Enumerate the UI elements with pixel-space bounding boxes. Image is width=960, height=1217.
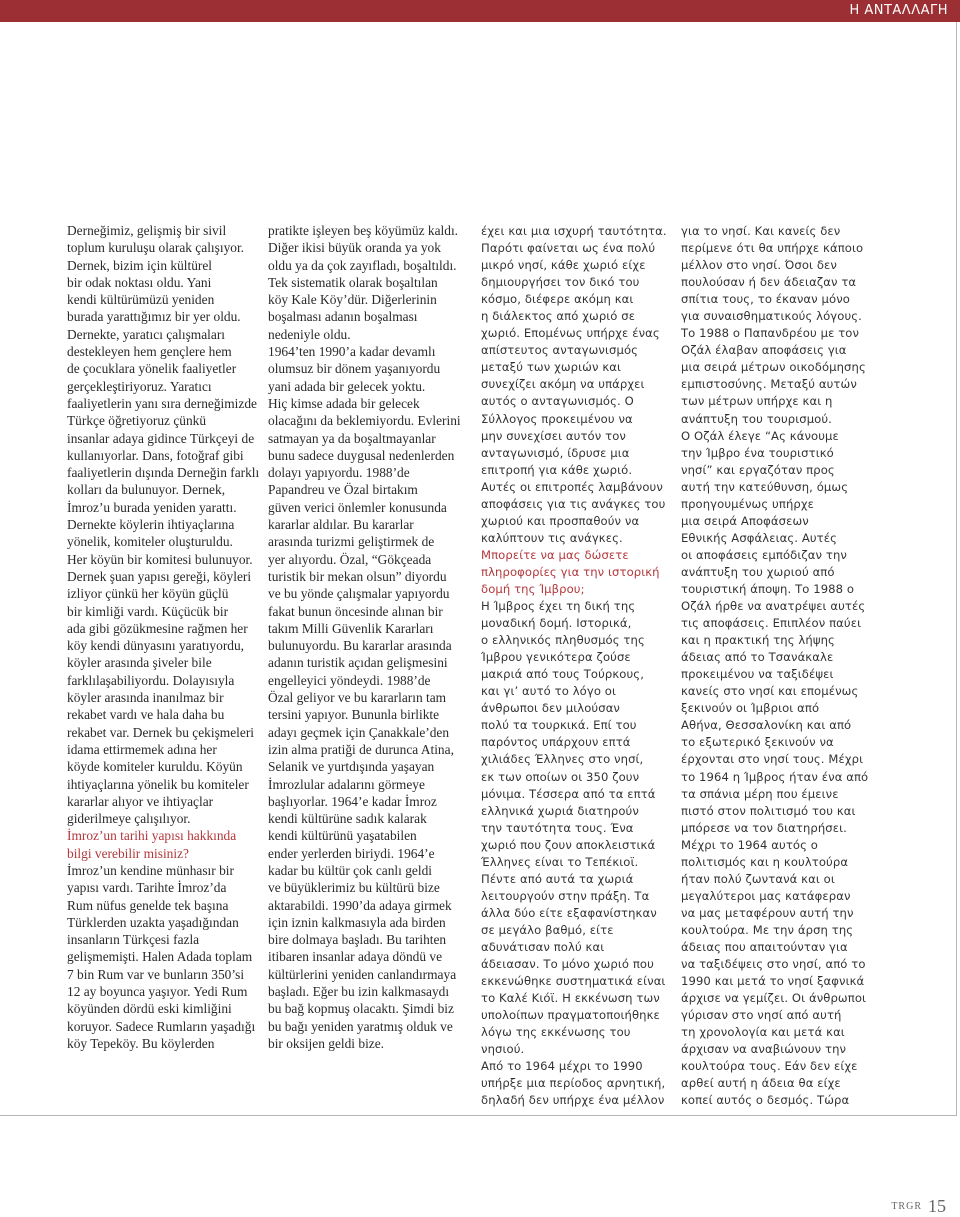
col1-body bbox=[67, 222, 259, 827]
text-line: aktarabildi. 1990’da adaya girmek bbox=[268, 897, 452, 913]
text-line: Παρότι φαίνεται ως ένα πολύ bbox=[481, 241, 656, 256]
text-line: olumsuz bir dönem yaşanıyordu bbox=[268, 361, 441, 377]
text-line: bu bağı yeniden yaratmış olduk ve bbox=[268, 1018, 453, 1034]
text-line: kendi kültürünü yaşatabilen bbox=[268, 828, 417, 844]
text-line: gerçekleştiriyoruz. Yaratıcı bbox=[67, 378, 212, 394]
page-number: 15 bbox=[928, 1196, 946, 1216]
text-line: την ταυτότητα τους. Ένα bbox=[481, 820, 634, 835]
text-line: arasında turizmi geliştirmek de bbox=[268, 534, 435, 550]
text-line: farklılaşabiliyordu. Dolayısıyla bbox=[67, 672, 235, 688]
text-line: bunu sadece duygusal nedenlerden bbox=[268, 447, 455, 463]
text-line: yani adada bir gelecek yoktu. bbox=[268, 378, 426, 394]
text-line: Αθήνα, Θεσσαλονίκη και από bbox=[681, 718, 852, 733]
text-line: νησί” και εργαζόταν προς bbox=[681, 462, 835, 477]
text-line: κοπεί αυτός ο δεσμός. Τώρα bbox=[681, 1093, 850, 1108]
text-line: Οζάλ έλαβαν αποφάσεις για bbox=[681, 343, 847, 358]
text-line: giderilmeye çalışılıyor. bbox=[67, 811, 191, 827]
text-line: faaliyetlerin dışında Derneğin farklı bbox=[67, 465, 260, 481]
text-line: τη χρονολογία και μετά και bbox=[681, 1025, 845, 1040]
text-line: μικρό νησί, κάθε χωριό είχε bbox=[481, 258, 646, 273]
text-line: izin alma pratiği de durunca Atina, bbox=[268, 741, 454, 757]
text-line: λόγω της εκκένωσης του bbox=[481, 1025, 631, 1040]
text-line: kadar bu kültür çok canlı geldi bbox=[268, 862, 432, 878]
text-line: rekabet vardı ve hala daha bu bbox=[67, 707, 225, 723]
text-line: Selanik ve yurtdışında yaşayan bbox=[268, 759, 435, 775]
text-line: υπήρξε μια περίοδος αρνητική, bbox=[481, 1076, 666, 1091]
text-line: το Καλέ Κιόϊ. Η εκκένωση των bbox=[481, 991, 660, 1006]
text-line: καλύπτουν τις ανάγκες. bbox=[481, 530, 623, 545]
text-line: ada gibi gözükmesine rağmen her bbox=[67, 620, 248, 636]
text-line: köy Tepeköy. Bu köylerden bbox=[67, 1035, 215, 1051]
text-line: έχει και μια ισχυρή ταυτότητα. bbox=[481, 224, 667, 238]
text-line: insanların Türkçesi fazla bbox=[67, 932, 200, 948]
text-line: κανείς στο νησί και επομένως bbox=[681, 684, 859, 699]
text-line: Dernek şuan yapısı gereği, köyleri bbox=[67, 568, 252, 584]
text-line: Rum nüfus genelde tek başına bbox=[67, 897, 229, 913]
text-line: 1964’ten 1990’a kadar devamlı bbox=[268, 344, 436, 360]
text-line: μην συνεχίσει αυτόν τον bbox=[481, 428, 626, 443]
text-line: και γι’ αυτό το λόγο οι bbox=[481, 684, 617, 699]
text-line: turistik bir mekan olsun” diyordu bbox=[268, 568, 447, 584]
text-line: υπολοίπων πραγματοποιήθηκε bbox=[481, 1008, 660, 1023]
text-line: köyler arasında şiveler bile bbox=[67, 655, 212, 671]
text-line: άδειασαν. Το μόνο χωριό που bbox=[481, 957, 654, 972]
text-line: χωριό. Επομένως υπήρχε ένας bbox=[481, 326, 660, 341]
text-line: pratikte işleyen beş köyümüz kaldı. bbox=[268, 223, 459, 238]
text-line: yapısı vardı. Tarihte İmroz’da bbox=[67, 880, 227, 896]
text-line: εκκενώθηκε συστηματικά είναι bbox=[481, 974, 666, 989]
text-line: bir odak noktası oldu. Yani bbox=[67, 274, 212, 290]
col1-body-2 bbox=[67, 862, 259, 1052]
text-line: Πέντε από αυτά τα χωριά bbox=[481, 871, 634, 886]
text-line: oldu ya da çok zayıfladı, boşaltıldı. bbox=[268, 257, 457, 273]
text-line: Türklerden uzakta yaşadığından bbox=[67, 914, 239, 930]
text-line: μακριά από τους Τούρκους, bbox=[481, 667, 645, 682]
text-line: άδειας από το Τσανάκαλε bbox=[681, 650, 834, 665]
text-line: το εξωτερικό ξεκινούν να bbox=[681, 735, 834, 750]
text-line: idama ettirmemek adına her bbox=[67, 741, 217, 757]
greek-column-1 bbox=[481, 223, 667, 1109]
text-line: μια σειρά Αποφάσεων bbox=[681, 513, 809, 528]
text-line: χωριό που ζουν αποκλειστικά bbox=[481, 837, 656, 852]
text-line: bulunuyordu. Bu kararlar arasında bbox=[268, 638, 452, 654]
text-line: 1990 και μετά το νησί ξαφνικά bbox=[681, 974, 865, 989]
text-line: bir oksijen geldi bize. bbox=[268, 1035, 385, 1051]
text-line: σπίτια τους, το έκαναν μόνο bbox=[681, 292, 850, 307]
text-line: χιλιάδες Έλληνες στο νησί, bbox=[481, 752, 644, 767]
section-title: Η ΑΝΤΑΛΛΑΓΗ bbox=[849, 3, 948, 18]
text-line: εμπιστοσύνης. Μεταξύ αυτών bbox=[681, 377, 857, 392]
text-line: αποφάσεις για τις ανάγκες του bbox=[481, 496, 666, 511]
right-border-line bbox=[956, 22, 957, 1116]
text-line: δημιουργήσει τον δικό του bbox=[481, 275, 640, 290]
text-line: köy Kale Köy’dür. Diğerlerinin bbox=[268, 292, 437, 308]
text-line: toplum kuruluşu olarak çalışıyor. bbox=[67, 240, 245, 256]
text-line: γύρισαν στο νησί από αυτή bbox=[681, 1008, 842, 1023]
text-line: kolları da bulunuyor. Dernek, bbox=[67, 482, 226, 498]
text-line: ender yerlerden biriydi. 1964’e bbox=[268, 845, 435, 861]
text-line: takım Milli Güvenlik Kararları bbox=[268, 620, 434, 636]
magazine-name: TRGR bbox=[891, 1201, 922, 1212]
text-line: tersini yapıyor. Bununla birlikte bbox=[268, 707, 440, 723]
text-line: πιστό στον πολιτισμό του και bbox=[681, 803, 856, 818]
text-line: των μέτρων υπήρχε και η bbox=[681, 394, 833, 409]
text-line: την Ίμβρο ένα τουριστικό bbox=[681, 445, 834, 460]
text-line: Özal geliyor ve bu kararların tam bbox=[268, 690, 447, 706]
text-line: kendi kültürüne sadık kalarak bbox=[268, 811, 427, 827]
col4-body bbox=[681, 223, 868, 1109]
text-line: gelişmemişti. Halen Adada toplam bbox=[67, 949, 253, 965]
text-line: destekleyen hem gençlere hem bbox=[67, 344, 232, 360]
text-line: fakat bunun öncesinde alınan bir bbox=[268, 603, 443, 619]
text-line: το 1964 η Ίμβρος ήταν ένα από bbox=[681, 769, 869, 784]
text-line: προηγουμένως υπήρχε bbox=[681, 496, 815, 511]
text-line: kültürlerini yeniden canlandırmaya bbox=[268, 966, 457, 982]
text-line: kararlar aldılar. Bu kararlar bbox=[268, 517, 414, 533]
text-line: και η πρακτική της λήψης bbox=[681, 633, 835, 648]
text-line: Dernekte köylerin ihtiyaçlarına bbox=[67, 517, 235, 533]
text-line: 12 ay boyunca yaşıyor. Yedi Rum bbox=[67, 984, 248, 1000]
text-line: ve bu yönde çalışmalar yapıyordu bbox=[268, 586, 450, 602]
text-line: άνθρωποι δεν μιλούσαν bbox=[481, 701, 621, 716]
text-line: κόσμο, διέφερε ακόμη και bbox=[481, 292, 634, 307]
text-line: μοναδική δομή. Ιστορικά, bbox=[481, 616, 632, 631]
text-line: μπόρεσε να τον διατηρήσει. bbox=[681, 820, 847, 835]
text-line: κουλτούρα. Με την άρση της bbox=[681, 922, 854, 937]
text-line: İmroz’u burada yeniden yarattı. bbox=[67, 499, 237, 515]
bottom-border-line bbox=[0, 1115, 957, 1116]
text-line: adayı geçmek için Çanakkale’den bbox=[268, 724, 450, 740]
text-line: adanın turistik açıdan gelişmesini bbox=[268, 655, 448, 671]
text-line: burada yarattığımız bir yer oldu. bbox=[67, 309, 241, 325]
page-footer bbox=[891, 1196, 946, 1214]
text-line: İmroz’un tarihi yapısı hakkında bbox=[67, 828, 237, 844]
text-line: ihtiyaçlarına yönelik bu komiteler bbox=[67, 776, 249, 792]
text-line: μόνιμα. Τέσσερα από τα επτά bbox=[481, 786, 656, 801]
text-line: bire dolmaya başladı. Bu tarihten bbox=[268, 932, 447, 948]
text-line: Οζάλ ήρθε να ανατρέψει αυτές bbox=[681, 599, 866, 614]
text-line: κουλτούρα τους. Εάν δεν είχε bbox=[681, 1059, 858, 1074]
text-line: χωριού και προσπαθούν να bbox=[481, 513, 640, 528]
text-line: ξεκινούν οι Ίμβριοι από bbox=[681, 701, 820, 716]
text-line: başladı. Eğer bu izin kalkmasaydı bbox=[268, 984, 450, 1000]
greek-column-2 bbox=[681, 223, 868, 1109]
text-line: αδυνάτισαν πολύ και bbox=[481, 939, 605, 954]
text-line: rekabet var. Dernek bu çekişmeleri bbox=[67, 724, 255, 740]
text-line: Αυτές οι επιτροπές λαμβάνουν bbox=[481, 479, 663, 494]
text-line: bilgi verebilir misiniz? bbox=[67, 845, 189, 861]
text-line: να μας μεταφέρουν αυτή την bbox=[681, 905, 854, 920]
text-line: Dernekte, yaratıcı çalışmaları bbox=[67, 326, 226, 342]
text-line: Από το 1964 μέχρι το 1990 bbox=[481, 1059, 643, 1074]
text-line: 7 bin Rum var ve bunların 350’si bbox=[67, 966, 245, 982]
col3-question bbox=[481, 547, 667, 598]
text-line: τις αποφάσεις. Επιπλέον παύει bbox=[681, 616, 862, 631]
text-line: Dernek, bizim için kültürel bbox=[67, 257, 213, 273]
text-line: άλλα δύο είτε εξαφανίστηκαν bbox=[481, 905, 657, 920]
text-line: Tek sistematik olarak boşaltılan bbox=[268, 274, 438, 290]
text-line: güven verici önlemler konusunda bbox=[268, 499, 447, 515]
text-line: για συναισθηματικούς λόγους. bbox=[681, 309, 862, 324]
text-line: Ίμβρου γενικότερα ζούσε bbox=[481, 650, 631, 665]
text-line: να ταξιδέψεις στο νησί, από το bbox=[681, 957, 866, 972]
text-line: köyde komiteler kuruldu. Köyün bbox=[67, 759, 243, 775]
text-line: πληροφορίες για την ιστορική bbox=[481, 564, 660, 579]
text-line: ανάπτυξη του τουρισμού. bbox=[681, 411, 832, 426]
text-line: μεταξύ των χωριών και bbox=[481, 360, 622, 375]
col1-question bbox=[67, 827, 259, 862]
text-line: izliyor çünkü her köyün güçlü bbox=[67, 586, 229, 602]
text-line: faaliyetlerin yanı sıra derneğimizde bbox=[67, 395, 257, 411]
text-line: bu bağ kopmuş olacaktı. Şimdi biz bbox=[268, 1001, 454, 1017]
text-line: Μπορείτε να μας δώσετε bbox=[481, 547, 629, 562]
text-line: ανάπτυξη του χωριού από bbox=[681, 564, 835, 579]
text-line: Σύλλογος προκειμένου να bbox=[481, 411, 633, 426]
text-line: satmayan ya da boşaltmayanlar bbox=[268, 430, 436, 446]
text-line: Η Ίμβρος έχει τη δική της bbox=[481, 599, 636, 614]
text-line: έρχονται στο νησί τους. Μέχρι bbox=[681, 752, 864, 767]
text-line: λειτουργούν στην πράξη. Τα bbox=[481, 888, 650, 903]
text-line: köyler arasında inanılmaz bir bbox=[67, 690, 224, 706]
text-line: συνεχίζει ακόμη να υπάρχει bbox=[481, 377, 645, 392]
text-line: Έλληνες είναι το Τεπέκιοϊ. bbox=[481, 854, 639, 869]
text-line: δηλαδή δεν υπήρχε ένα μέλλον bbox=[481, 1093, 665, 1108]
text-line: εκ των οποίων οι 350 ζουν bbox=[481, 769, 640, 784]
text-line: koruyor. Sadece Rumların yaşadığı bbox=[67, 1018, 256, 1034]
text-line: yer alıyordu. Özal, “Gökçeada bbox=[268, 551, 432, 567]
text-line: πουλούσαν ή δεν άδειαζαν τα bbox=[681, 275, 857, 290]
text-line: αυτός ο ανταγωνισμός. Ο bbox=[481, 394, 634, 409]
text-line: kullanıyorlar. Dans, fotoğraf gibi bbox=[67, 447, 244, 463]
text-line: η διάλεκτος από χωριό σε bbox=[481, 309, 636, 324]
text-line: δομή της Ίμβρου; bbox=[481, 581, 585, 596]
text-line: άρχισαν να αναβιώνουν την bbox=[681, 1042, 847, 1057]
text-line: πολιτισμός και η κουλτούρα bbox=[681, 854, 849, 869]
text-line: köy kendi dünyasını yaratıyordu, bbox=[67, 638, 245, 654]
turkish-column-2 bbox=[268, 222, 461, 1052]
text-line: άρχισε να γεμίζει. Οι άνθρωποι bbox=[681, 991, 867, 1006]
text-line: kendi kültürümüzü yeniden bbox=[67, 292, 215, 308]
turkish-column-1 bbox=[67, 222, 259, 1052]
text-line: προκειμένου να ταξιδέψει bbox=[681, 667, 834, 682]
text-line: köyünden dördü eski kimliğini bbox=[67, 1001, 232, 1017]
text-line: τουριστική άποψη. Το 1988 ο bbox=[681, 581, 855, 596]
text-line: Hiç kimse adada bir gelecek bbox=[268, 395, 420, 411]
text-line: αρθεί αυτή η άδεια θα είχε bbox=[681, 1076, 841, 1091]
text-line: ανταγωνισμό, ίδρυσε μια bbox=[481, 445, 630, 460]
col3-body bbox=[481, 223, 667, 547]
text-line: Papandreu ve Özal birtakım bbox=[268, 482, 418, 498]
text-line: ο ελληνικός πληθυσμός της bbox=[481, 633, 645, 648]
text-line: απίστευτος ανταγωνισμός bbox=[481, 343, 639, 358]
text-line: nedeniyle oldu. bbox=[268, 326, 351, 342]
text-line: ve büyüklerimiz bu kültürü bize bbox=[268, 880, 440, 896]
text-line: dolayı yapıyordu. 1988’de bbox=[268, 465, 410, 481]
text-line: olacağını da beklemiyordu. Evlerini bbox=[268, 413, 461, 429]
text-line: μέλλον στο νησί. Όσοι δεν bbox=[681, 258, 837, 273]
text-line: bir kimliği vardı. Küçücük bir bbox=[67, 603, 229, 619]
text-line: Μέχρι το 1964 αυτός ο bbox=[681, 837, 818, 852]
text-line: αυτή την κατεύθυνση, όμως bbox=[681, 479, 849, 494]
text-line: başlıyorlar. 1964’e kadar İmroz bbox=[268, 793, 437, 809]
text-line: Εθνικής Ασφάλειας. Αυτές bbox=[681, 530, 838, 545]
text-line: yönelik, komiteler oluşturuldu. bbox=[67, 534, 233, 550]
text-line: περίμενε ότι θα υπήρχε κάποιο bbox=[681, 241, 864, 256]
text-line: νησιού. bbox=[481, 1042, 525, 1057]
text-line: insanlar adaya gidince Türkçeyi de bbox=[67, 430, 255, 446]
text-line: οι αποφάσεις εμπόδιζαν την bbox=[681, 547, 847, 562]
text-line: για το νησί. Και κανείς δεν bbox=[681, 224, 841, 238]
text-line: άδειας που απαιτούνταν για bbox=[681, 939, 848, 954]
text-line: ήταν πολύ ζωντανά και οι bbox=[681, 871, 835, 886]
text-line: Derneğimiz, gelişmiş bir sivil bbox=[67, 223, 227, 238]
text-line: Diğer ikisi büyük oranda ya yok bbox=[268, 240, 441, 256]
header-bar bbox=[0, 0, 960, 22]
text-line: επιτροπή για κάθε χωριό. bbox=[481, 462, 633, 477]
col3-body-2 bbox=[481, 598, 667, 1109]
text-line: μεγαλύτεροι μας κατάφεραν bbox=[681, 888, 851, 903]
text-line: σε μεγάλο βαθμό, είτε bbox=[481, 922, 614, 937]
text-line: Türkçe öğretiyoruz çünkü bbox=[67, 413, 207, 429]
text-line: Her köyün bir komitesi bulunuyor. bbox=[67, 551, 253, 567]
text-line: boşalması adanın boşalması bbox=[268, 309, 418, 325]
text-line: İmrozlular adalarını görmeye bbox=[268, 776, 425, 792]
text-line: engelleyici yöndeydi. 1988’de bbox=[268, 672, 431, 688]
text-line: de çocuklara yönelik faaliyetler bbox=[67, 361, 237, 377]
text-line: τα σπάνια μέρη που έμεινε bbox=[681, 786, 839, 801]
text-line: için iznin kalkmasıyla ada birden bbox=[268, 914, 446, 930]
col2-body bbox=[268, 222, 461, 1052]
text-line: παρόντος υπάρχουν επτά bbox=[481, 735, 631, 750]
text-line: Το 1988 ο Παπανδρέου με τον bbox=[681, 326, 860, 341]
text-line: μια σειρά μέτρων οικοδόμησης bbox=[681, 360, 866, 375]
text-line: kararlar alıyor ve ihtiyaçlar bbox=[67, 793, 214, 809]
text-line: İmroz’un kendine münhasır bir bbox=[67, 862, 234, 878]
text-line: itibaren insanlar adaya döndü ve bbox=[268, 949, 443, 965]
text-line: ελληνικά χωριά διατηρούν bbox=[481, 803, 639, 818]
text-line: Ο Οζάλ έλεγε “Ας κάνουμε bbox=[681, 428, 839, 443]
text-line: πολύ τα τουρκικά. Επί του bbox=[481, 718, 637, 733]
